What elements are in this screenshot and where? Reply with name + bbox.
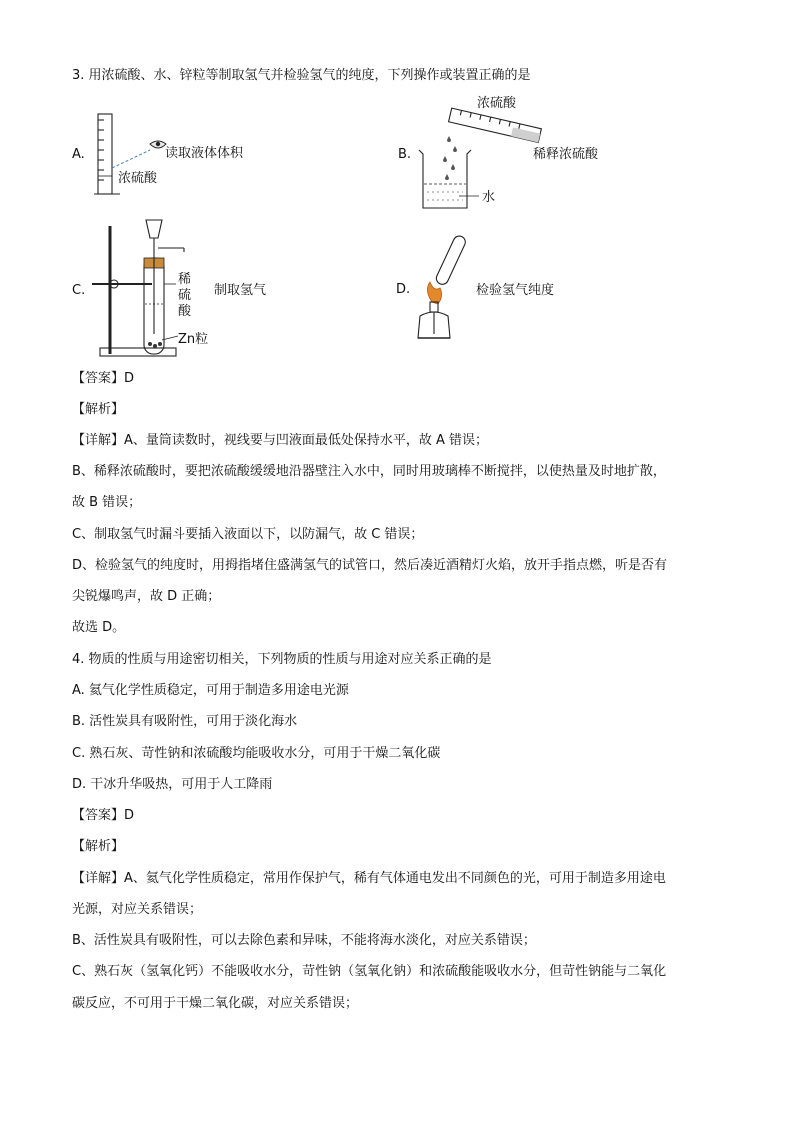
q4-detail-line: C、熟石灰（氢氧化钙）不能吸收水分，苛性钠（氢氧化钠）和浓硫酸能吸收水分，但苛性钠能与二氧化	[72, 964, 667, 979]
testing-hydrogen-figure	[410, 232, 480, 352]
option-c-letter: C.	[72, 283, 86, 298]
q3-detail-line: 故选 D。	[72, 620, 126, 635]
q4-option-a: A. 氦气化学性质稳定，可用于制造多用途电光源	[72, 683, 349, 698]
q3-detail-line: 故 B 错误；	[72, 495, 142, 510]
q4-analysis-heading: 【解析】	[72, 839, 125, 854]
option-c-zn-label: Zn粒	[178, 332, 209, 347]
option-d-letter: D.	[396, 282, 411, 297]
option-d-caption: 检验氢气纯度	[476, 283, 555, 298]
q3-detail-line: B、稀释浓硫酸时，要把浓硫酸缓缓地沿器壁注入水中，同时用玻璃棒不断搅拌，以使热量及时地扩散，	[72, 464, 666, 479]
q4-answer: 【答案】D	[72, 808, 135, 823]
option-a-acid-label: 浓硫酸	[118, 171, 158, 186]
q4-detail-line: 【详解】A、氦气化学性质稳定，常用作保护气，稀有气体通电发出不同颜色的光，可用于制造多用途电	[72, 871, 666, 886]
q4-detail-line: 光源，对应关系错误；	[72, 902, 203, 917]
q4-detail-line: 碳反应，不可用于干燥二氧化碳，对应关系错误；	[72, 996, 359, 1011]
option-b-acid-label: 浓硫酸	[477, 96, 517, 111]
q3-detail-line: 尖锐爆鸣声，故 D 正确；	[72, 589, 221, 604]
option-c-dilute-char-1: 稀	[178, 272, 192, 287]
option-a-letter: A.	[72, 147, 85, 162]
option-c-dilute-char-2: 硫	[178, 288, 192, 303]
q3-detail-line: 【详解】A、量筒读数时，视线要与凹液面最低处保持水平，故 A 错误；	[72, 433, 489, 448]
q3-analysis-heading: 【解析】	[72, 402, 125, 417]
q4-option-c: C. 熟石灰、苛性钠和浓硫酸均能吸收水分，可用于干燥二氧化碳	[72, 746, 441, 761]
option-c-caption: 制取氢气	[214, 283, 267, 298]
q4-detail-line: B、活性炭具有吸附性，可以去除色素和异味，不能将海水淡化，对应关系错误；	[72, 933, 536, 948]
q4-option-b: B. 活性炭具有吸附性，可用于淡化海水	[72, 714, 298, 729]
option-b-letter: B.	[398, 147, 412, 162]
q4-option-d: D. 干冰升华吸热，可用于人工降雨	[72, 777, 273, 792]
option-c-dilute-char-3: 酸	[178, 304, 192, 319]
q3-detail-line: D、检验氢气的纯度时，用拇指堵住盛满氢气的试管口，然后凑近酒精灯火焰，放开手指点燃，听是否有	[72, 558, 668, 573]
q4-stem: 4. 物质的性质与用途密切相关，下列物质的性质与用途对应关系正确的是	[72, 652, 492, 667]
option-a-caption: 读取液体体积	[165, 146, 244, 161]
q3-stem: 3. 用浓硫酸、水、锌粒等制取氢气并检验氢气的纯度，下列操作或装置正确的是	[72, 68, 531, 83]
diluting-acid-figure	[415, 108, 545, 218]
q3-detail-line: C、制取氢气时漏斗要插入液面以下，以防漏气，故 C 错误；	[72, 527, 424, 542]
option-b-caption: 稀释浓硫酸	[533, 147, 599, 162]
q3-answer: 【答案】D	[72, 371, 135, 386]
option-b-water-label: 水	[482, 190, 496, 205]
